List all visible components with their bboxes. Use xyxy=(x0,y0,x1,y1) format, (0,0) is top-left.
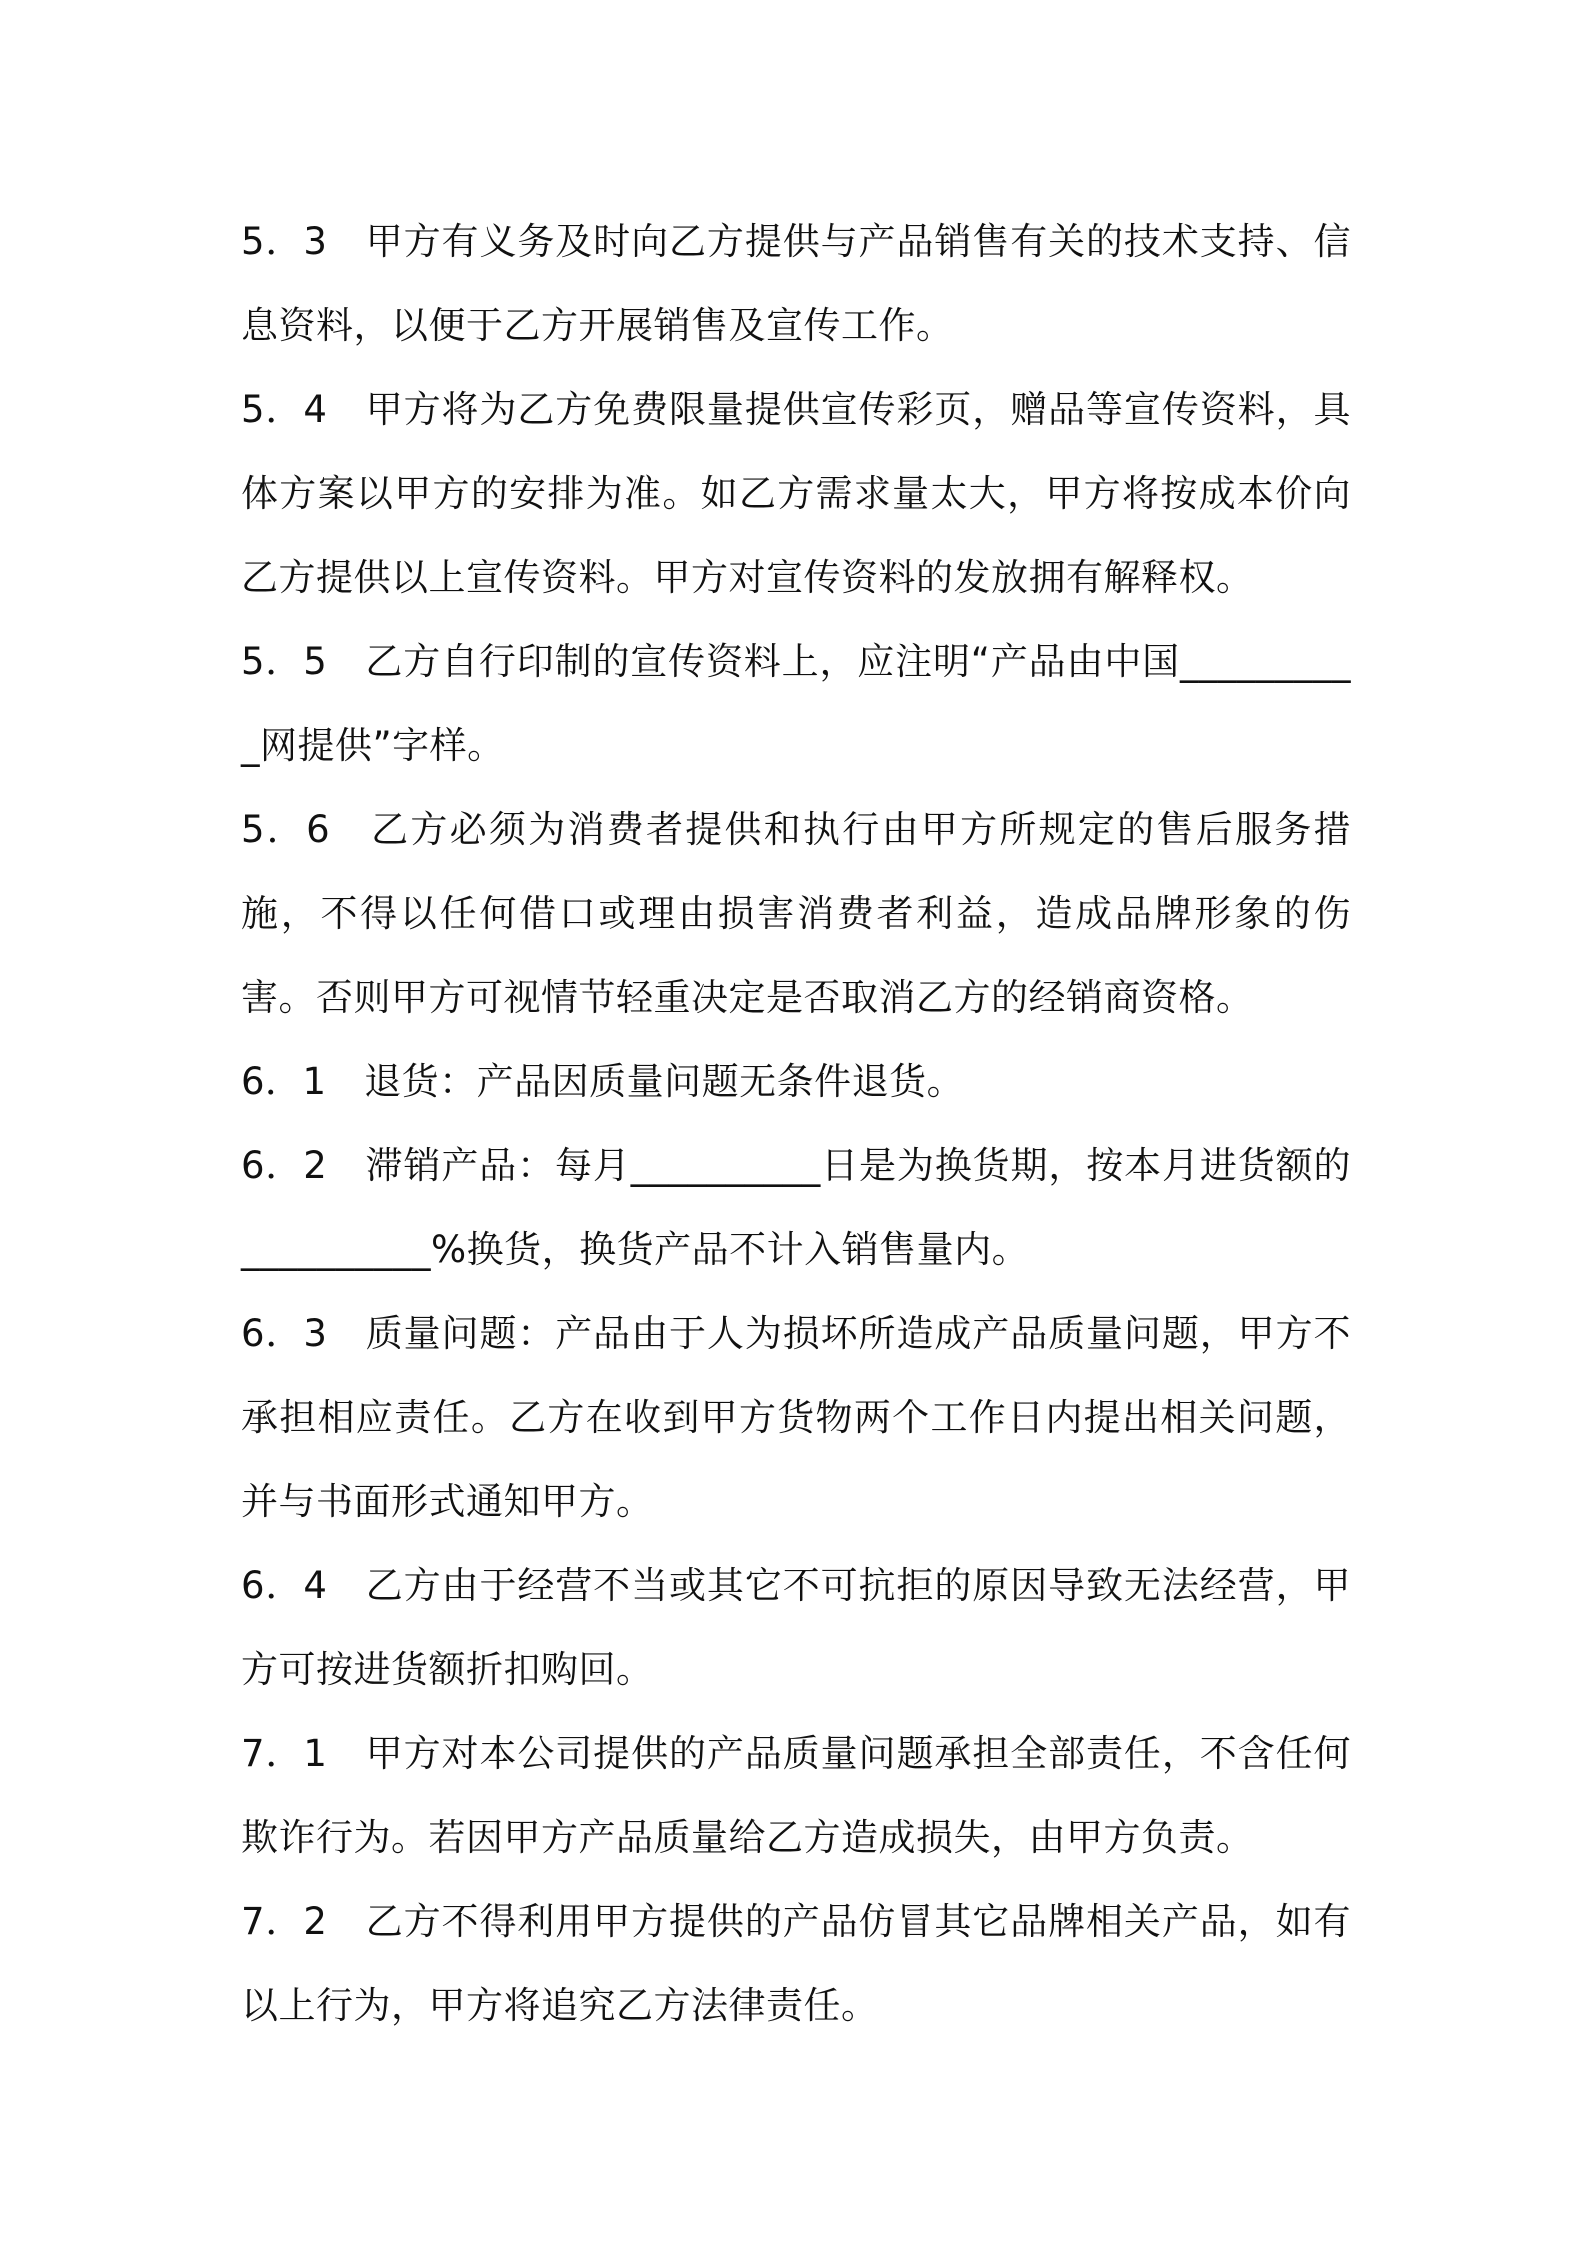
clause-7-1: 7．1 甲方对本公司提供的产品质量问题承担全部责任，不含任何欺诈行为。若因甲方产品质量给乙方造成损失，由甲方负责。 xyxy=(241,1732,1351,1859)
document-body xyxy=(241,200,1351,2048)
clause-6-2: 6．2 滞销产品：每月__________日是为换货期，按本月进货额的__________%换货，换货产品不计入销售量内。 xyxy=(241,1144,1351,1271)
clause-5-4: 5．4 甲方将为乙方免费限量提供宣传彩页，赠品等宣传资料，具体方案以甲方的安排为准。如乙方需求量太大，甲方将按成本价向乙方提供以上宣传资料。甲方对宣传资料的发放拥有解释权。 xyxy=(241,388,1351,599)
clause-5-5: 5．5 乙方自行印制的宣传资料上，应注明“产品由中国__________网提供”字样。 xyxy=(241,640,1351,767)
clause-7-2: 7．2 乙方不得利用甲方提供的产品仿冒其它品牌相关产品，如有以上行为，甲方将追究乙方法律责任。 xyxy=(241,1900,1351,2027)
clause-6-1: 6．1 退货：产品因质量问题无条件退货。 xyxy=(241,1060,965,1103)
clause-6-3: 6．3 质量问题：产品由于人为损坏所造成产品质量问题，甲方不承担相应责任。乙方在收到甲方货物两个工作日内提出相关问题，并与书面形式通知甲方。 xyxy=(241,1312,1351,1523)
clause-5-3: 5．3 甲方有义务及时向乙方提供与产品销售有关的技术支持、信息资料，以便于乙方开展销售及宣传工作。 xyxy=(241,220,1351,347)
clause-6-4: 6．4 乙方由于经营不当或其它不可抗拒的原因导致无法经营，甲方可按进货额折扣购回。 xyxy=(241,1564,1351,1691)
clause-5-6: 5．6 乙方必须为消费者提供和执行由甲方所规定的售后服务措施，不得以任何借口或理由损害消费者利益，造成品牌形象的伤害。否则甲方可视情节轻重决定是否取消乙方的经销商资格。 xyxy=(241,808,1351,1019)
